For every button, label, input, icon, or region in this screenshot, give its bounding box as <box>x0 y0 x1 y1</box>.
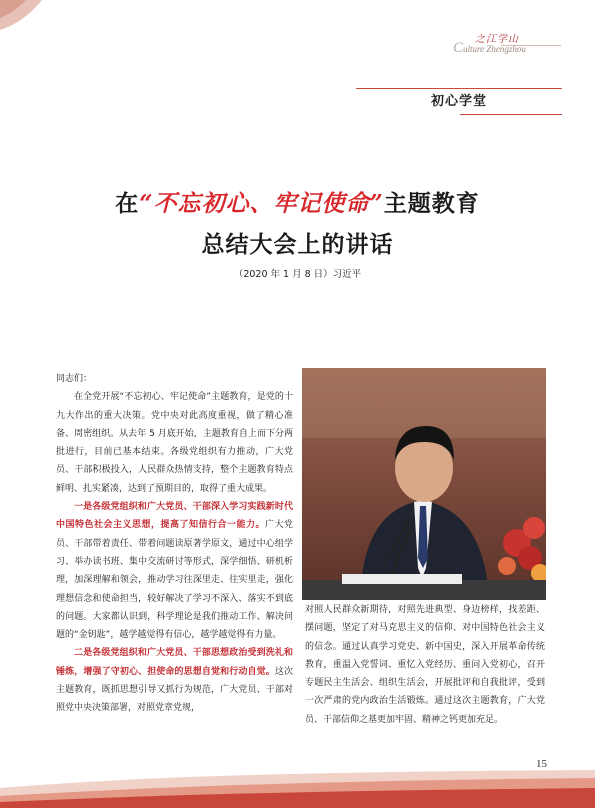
title-highlight: 不忘初心、牢记使命 <box>153 190 370 217</box>
masthead <box>453 30 563 60</box>
paragraph-point-two <box>56 644 293 717</box>
section-rule-bottom <box>460 114 562 115</box>
footer-decoration <box>0 770 595 808</box>
title-prefix: 在 <box>115 190 140 217</box>
title-close-quote: ” <box>369 190 384 217</box>
title-open-quote: “ <box>139 190 154 217</box>
point-two-heading: 二是各级党组织和广大党员、干部思想政治受到洗礼和锤炼，增强了守初心、担使命的思想自觉和行动自觉。 <box>56 648 293 677</box>
article-body-right <box>305 601 545 729</box>
point-two-body-continued: 对照人民群众新期待，对照先进典型、身边榜样，找差距、摆问题，坚定了对马克思主义的信仰、对中国特色社会主义的信念。通过认真学习党史、新中国史，深入开展革命传统教育，重温入党誓词、重忆入党经历、重问入党初心，召开专题民主生活会、组织生活会，开展批评和自我批评，受到一次严肃的党内政治生活锻炼。通过这次主题教育，广大党员、干部信仰之基更加牢固、精神之钙更加充足。 <box>305 605 545 725</box>
masthead-english: Culture Zhengzhou <box>453 40 526 56</box>
point-one-heading: 一是各级党组织和广大党员、干部深入学习实践新时代中国特色社会主义思想，提高了知信行合一能力。 <box>56 502 293 531</box>
title-rest: 主题教育 <box>383 190 480 217</box>
byline: （2020 年 1 月 8 日）习近平 <box>233 269 362 280</box>
speaker-photo <box>302 368 546 600</box>
article-title-line2: 总结大会上的讲话 <box>201 231 394 258</box>
corner-decoration <box>0 0 110 70</box>
paragraph-point-one <box>56 498 293 644</box>
point-one-body: 广大党员、干部带着责任、带着问题读原著学原文，通过中心组学习、举办读书班、集中交流研讨等形式，深学细悟、研机析理，加深理解和领会，推动学习往深里走、往实里走，强化理想信念和使命担当，较好解决了学习不深入、落实不到底的问题。大家都认识到，科学理论是我们推动工作、解决问题的“金钥匙”，越学越觉得有信心，越学越觉得有力量。 <box>56 520 293 641</box>
article-title-line1 <box>0 185 595 218</box>
page-number: 15 <box>536 758 547 770</box>
section-label: 初心学堂 <box>430 94 487 109</box>
point-two-body-start: 这次主题教育，既抓思想引导又抓行为规范，广大党员、干部对照党中央决策部署，对照党章党规， <box>56 666 293 714</box>
article-body-left <box>56 370 293 718</box>
masthead-title: 之江学山 <box>475 34 519 45</box>
section-rule-top <box>356 88 562 89</box>
paragraph-intro: 在全党开展“不忘初心、牢记使命”主题教育，是党的十九大作出的重大决策。党中央对此高度重视，做了精心准备、周密组织。从去年 5 月底开始，主题教育自上而下分两批进行，目前已基本结束。各级党组织有力推动，广大党员、干部积极投入，人民群众热情支持，整个主题教育特点鲜明、扎实紧凑，达到了预期目的，取得了重大成果。 <box>56 392 293 494</box>
salutation: 同志们： <box>56 374 93 384</box>
